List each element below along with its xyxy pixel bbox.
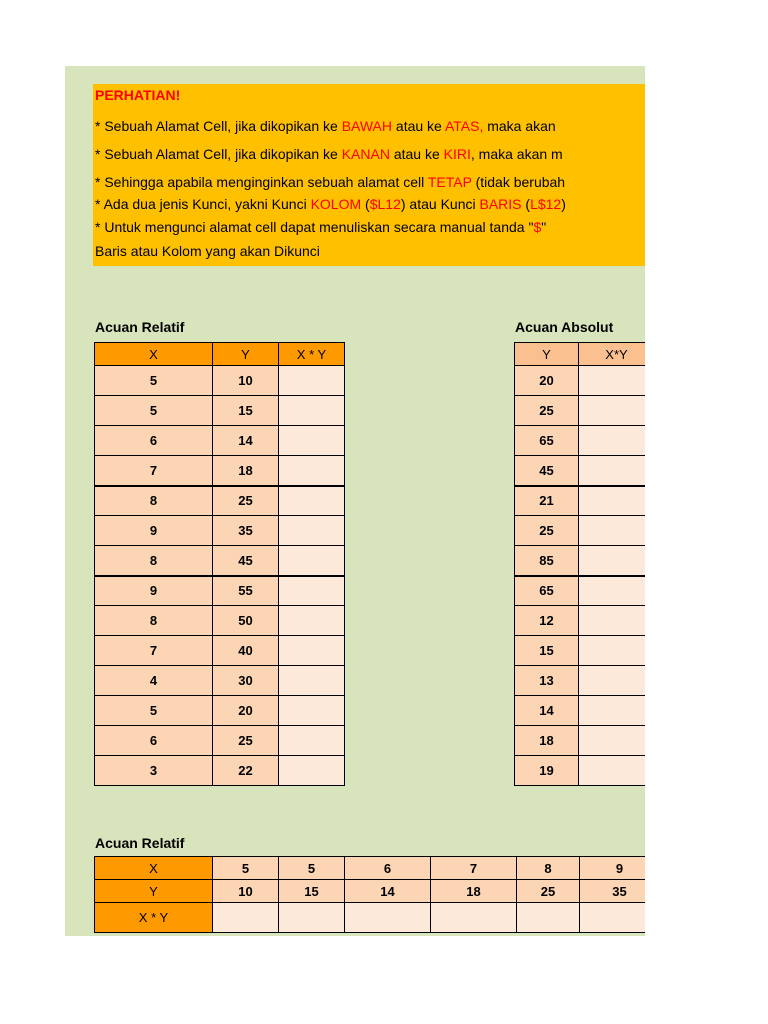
notice-highlight: $ bbox=[533, 219, 542, 235]
header-x: X bbox=[95, 343, 213, 366]
table-row bbox=[515, 636, 646, 666]
cell-xy[interactable] bbox=[579, 606, 646, 636]
cell-xy[interactable] bbox=[279, 666, 345, 696]
cell-xy[interactable] bbox=[279, 546, 345, 576]
cell-y[interactable]: 50 bbox=[213, 606, 279, 636]
table-row bbox=[515, 606, 646, 636]
cell-y[interactable]: 19 bbox=[515, 756, 579, 786]
cell-xy[interactable] bbox=[579, 486, 646, 516]
notice-text: ) bbox=[561, 196, 566, 212]
cell-xy[interactable] bbox=[517, 903, 580, 933]
notice-text: * Untuk mengunci alamat cell dapat menuliskan secara manual tanda " bbox=[95, 219, 534, 235]
row-xy bbox=[95, 903, 646, 933]
table-row bbox=[95, 516, 345, 546]
notice-highlight: KIRI bbox=[443, 146, 471, 162]
cell-xy[interactable] bbox=[579, 636, 646, 666]
notice-line bbox=[95, 146, 563, 162]
cell-xy[interactable] bbox=[279, 396, 345, 426]
notice-title: PERHATIAN! bbox=[95, 87, 181, 103]
cell-y[interactable]: 20 bbox=[213, 696, 279, 726]
cell-y[interactable]: 20 bbox=[515, 366, 579, 396]
cell-xy[interactable] bbox=[279, 606, 345, 636]
cell-xy[interactable] bbox=[579, 666, 646, 696]
cell-y[interactable]: 18 bbox=[515, 726, 579, 756]
cell-y[interactable]: 14 bbox=[213, 426, 279, 456]
cell-y[interactable]: 12 bbox=[515, 606, 579, 636]
notice-text: atau ke bbox=[392, 118, 445, 134]
table-row bbox=[95, 666, 345, 696]
cell-xy[interactable] bbox=[580, 903, 646, 933]
header-y: Y bbox=[213, 343, 279, 366]
relatif-horizontal-table bbox=[94, 856, 645, 933]
table-row bbox=[515, 396, 646, 426]
cell-xy[interactable] bbox=[579, 576, 646, 606]
cell-x[interactable]: 8 bbox=[95, 606, 213, 636]
cell-y[interactable]: 35 bbox=[580, 880, 646, 903]
notice-text: ) atau Kunci bbox=[400, 196, 480, 212]
table-row bbox=[95, 636, 345, 666]
table-row bbox=[515, 486, 646, 516]
cell-x[interactable]: 3 bbox=[95, 756, 213, 786]
row-header-x: X bbox=[95, 857, 213, 880]
cell-xy[interactable] bbox=[279, 696, 345, 726]
cell-xy[interactable] bbox=[579, 756, 646, 786]
notice-text: " bbox=[541, 219, 547, 235]
cell-x[interactable]: 5 bbox=[95, 366, 213, 396]
cell-x[interactable]: 6 bbox=[95, 726, 213, 756]
absolut-table bbox=[514, 342, 645, 786]
notice-line bbox=[95, 118, 556, 134]
cell-x[interactable]: 5 bbox=[95, 696, 213, 726]
table-row bbox=[515, 546, 646, 576]
cell-x[interactable]: 7 bbox=[95, 636, 213, 666]
notice-box bbox=[93, 84, 645, 266]
cell-xy[interactable] bbox=[579, 516, 646, 546]
cell-xy[interactable] bbox=[279, 636, 345, 666]
cell-xy[interactable] bbox=[579, 396, 646, 426]
cell-y[interactable]: 65 bbox=[515, 576, 579, 606]
table-row bbox=[95, 576, 345, 606]
cell-y[interactable]: 10 bbox=[213, 880, 279, 903]
cell-y[interactable]: 25 bbox=[213, 486, 279, 516]
notice-text: * Sebuah Alamat Cell, jika dikopikan ke bbox=[95, 146, 342, 162]
cell-xy[interactable] bbox=[213, 903, 279, 933]
cell-x[interactable]: 6 bbox=[345, 857, 431, 880]
notice-text: , maka akan m bbox=[470, 146, 563, 162]
cell-x[interactable]: 9 bbox=[580, 857, 646, 880]
notice-highlight: $L12 bbox=[369, 196, 401, 212]
relatif-label: Acuan Relatif bbox=[95, 319, 185, 335]
cell-xy[interactable] bbox=[579, 546, 646, 576]
cell-x[interactable]: 7 bbox=[95, 456, 213, 486]
notice-highlight: KANAN bbox=[341, 146, 390, 162]
notice-line bbox=[95, 219, 546, 235]
table-row bbox=[95, 366, 345, 396]
cell-xy[interactable] bbox=[279, 426, 345, 456]
cell-xy[interactable] bbox=[579, 426, 646, 456]
notice-text: * Ada dua jenis Kunci, yakni Kunci bbox=[95, 196, 311, 212]
notice-text: ( bbox=[361, 196, 370, 212]
cell-y[interactable]: 65 bbox=[515, 426, 579, 456]
table-row bbox=[515, 366, 646, 396]
cell-xy[interactable] bbox=[579, 366, 646, 396]
table-row bbox=[515, 516, 646, 546]
notice-highlight: L$12 bbox=[530, 196, 562, 212]
cell-xy[interactable] bbox=[279, 576, 345, 606]
table-row bbox=[95, 546, 345, 576]
cell-y[interactable]: 25 bbox=[515, 516, 579, 546]
cell-xy[interactable] bbox=[579, 456, 646, 486]
notice-text: ( bbox=[521, 196, 531, 212]
cell-y[interactable]: 15 bbox=[515, 636, 579, 666]
cell-y[interactable]: 40 bbox=[213, 636, 279, 666]
cell-xy[interactable] bbox=[279, 456, 345, 486]
notice-line bbox=[95, 196, 566, 212]
table-row bbox=[515, 456, 646, 486]
cell-x[interactable]: 4 bbox=[95, 666, 213, 696]
header-xy: X*Y bbox=[579, 343, 646, 366]
cell-xy[interactable] bbox=[279, 756, 345, 786]
cell-y[interactable]: 18 bbox=[431, 880, 517, 903]
notice-line bbox=[95, 243, 320, 259]
notice-highlight: BAWAH bbox=[341, 118, 393, 134]
cell-y[interactable]: 21 bbox=[515, 486, 579, 516]
row-header-xy: X * Y bbox=[95, 903, 213, 933]
header-y: Y bbox=[515, 343, 579, 366]
cell-y[interactable]: 14 bbox=[515, 696, 579, 726]
cell-xy[interactable] bbox=[345, 903, 431, 933]
table-row bbox=[515, 576, 646, 606]
notice-highlight: TETAP bbox=[427, 174, 472, 190]
cell-xy[interactable] bbox=[579, 726, 646, 756]
cell-x[interactable]: 5 bbox=[95, 396, 213, 426]
spreadsheet-area bbox=[65, 66, 645, 936]
cell-y[interactable]: 18 bbox=[213, 456, 279, 486]
notice-highlight: ATAS, bbox=[444, 118, 484, 134]
cell-y[interactable]: 10 bbox=[213, 366, 279, 396]
table-row bbox=[95, 486, 345, 516]
notice-text: maka akan bbox=[483, 118, 556, 134]
table-row bbox=[95, 606, 345, 636]
notice-text: * Sebuah Alamat Cell, jika dikopikan ke bbox=[95, 118, 342, 134]
cell-y[interactable]: 25 bbox=[515, 396, 579, 426]
notice-line bbox=[95, 174, 565, 190]
cell-x[interactable]: 9 bbox=[95, 576, 213, 606]
cell-x[interactable]: 8 bbox=[95, 546, 213, 576]
cell-y[interactable]: 30 bbox=[213, 666, 279, 696]
cell-xy[interactable] bbox=[431, 903, 517, 933]
cell-x[interactable]: 8 bbox=[517, 857, 580, 880]
cell-xy[interactable] bbox=[279, 903, 345, 933]
row-x bbox=[95, 857, 646, 880]
cell-y[interactable]: 55 bbox=[213, 576, 279, 606]
cell-y[interactable]: 45 bbox=[515, 456, 579, 486]
table-row bbox=[515, 696, 646, 726]
notice-highlight: BARIS bbox=[479, 196, 522, 212]
table-row bbox=[95, 756, 345, 786]
cell-y[interactable]: 45 bbox=[213, 546, 279, 576]
cell-xy[interactable] bbox=[279, 366, 345, 396]
cell-x[interactable]: 5 bbox=[213, 857, 279, 880]
relatif-table bbox=[94, 342, 345, 786]
table-row bbox=[515, 666, 646, 696]
header-xy: X * Y bbox=[279, 343, 345, 366]
cell-x[interactable]: 9 bbox=[95, 516, 213, 546]
cell-y[interactable]: 14 bbox=[345, 880, 431, 903]
table-row bbox=[515, 726, 646, 756]
table-row bbox=[515, 756, 646, 786]
notice-text: (tidak berubah bbox=[471, 174, 566, 190]
table-row bbox=[95, 396, 345, 426]
notice-text: atau ke bbox=[389, 146, 444, 162]
cell-y[interactable]: 25 bbox=[517, 880, 580, 903]
cell-xy[interactable] bbox=[279, 486, 345, 516]
cell-xy[interactable] bbox=[579, 696, 646, 726]
cell-x[interactable]: 6 bbox=[95, 426, 213, 456]
cell-y[interactable]: 22 bbox=[213, 756, 279, 786]
cell-y[interactable]: 35 bbox=[213, 516, 279, 546]
cell-x[interactable]: 8 bbox=[95, 486, 213, 516]
table-row bbox=[95, 696, 345, 726]
notice-text: * Sehingga apabila menginginkan sebuah alamat cell bbox=[95, 174, 428, 190]
cell-y[interactable]: 15 bbox=[279, 880, 345, 903]
table-row bbox=[515, 426, 646, 456]
cell-y[interactable]: 25 bbox=[213, 726, 279, 756]
cell-x[interactable]: 7 bbox=[431, 857, 517, 880]
table-row bbox=[95, 726, 345, 756]
relatif-horizontal-label: Acuan Relatif bbox=[95, 835, 185, 851]
absolut-label: Acuan Absolut bbox=[515, 319, 614, 335]
cell-xy[interactable] bbox=[279, 516, 345, 546]
row-header-y: Y bbox=[95, 880, 213, 903]
cell-y[interactable]: 15 bbox=[213, 396, 279, 426]
notice-highlight: KOLOM bbox=[310, 196, 362, 212]
notice-text: Baris atau Kolom yang akan Dikunci bbox=[95, 243, 320, 259]
table-row bbox=[95, 426, 345, 456]
cell-y[interactable]: 85 bbox=[515, 546, 579, 576]
cell-x[interactable]: 5 bbox=[279, 857, 345, 880]
row-y bbox=[95, 880, 646, 903]
table-row bbox=[95, 456, 345, 486]
cell-xy[interactable] bbox=[279, 726, 345, 756]
cell-y[interactable]: 13 bbox=[515, 666, 579, 696]
